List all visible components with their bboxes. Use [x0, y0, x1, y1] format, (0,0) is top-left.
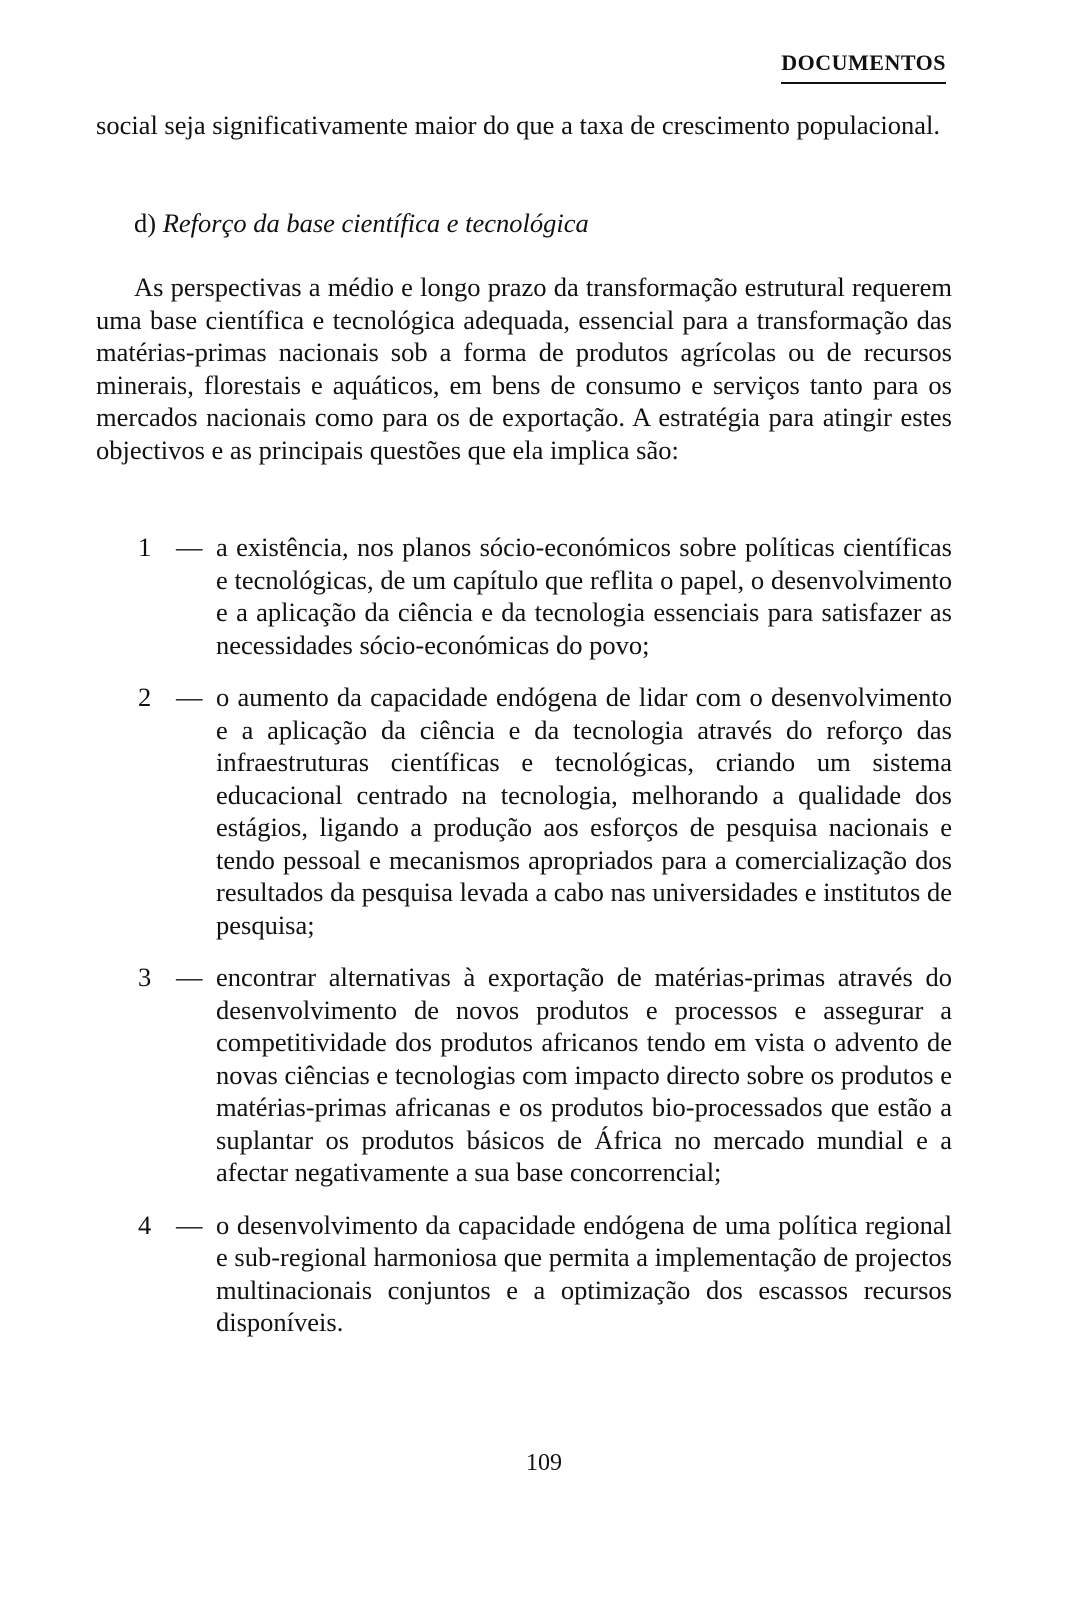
list-item-number: 4 — [138, 1209, 152, 1240]
running-head: DOCUMENTOS — [781, 50, 946, 84]
list-item-number: 2 — [138, 682, 152, 712]
list-item-text: o aumento da capacidade endógena de lidar com o desenvolvimento e a aplicação da ciência e da tecnologia através do reforço das infraestruturas científicas e tecnológicas, criando um sistema educacional centrado na tecnologia, melhorando a qualidade dos estágios, ligando a produção aos esforços de pesquisa nacionais e tendo pessoal e mecanismos apropriados para a comercialização dos resultados da pesquisa levada a cabo nas universidades e institutos de pesquisa; — [216, 682, 952, 940]
section-title: Reforço da base científica e tecnológica — [162, 208, 589, 238]
list-item-dash: — — [176, 682, 203, 712]
list-item-text: o desenvolvimento da capacidade endógena de uma política regional e sub-regional harmoniosa que permita a implementação de projectos multinacionais conjuntos e a optimização dos escassos recursos disponíveis. — [216, 1209, 952, 1337]
list-item — [96, 1209, 952, 1339]
section-heading — [134, 207, 589, 240]
list-item-number: 1 — [138, 532, 152, 562]
list-item — [96, 681, 952, 941]
list-item-text: a existência, nos planos sócio-económicos sobre políticas científicas e tecnológicas, de um capítulo que reflita o papel, o desenvolvimento e a aplicação da ciência e da tecnologia essenciais para satisfazer as necessidades sócio-económicas do povo; — [216, 532, 952, 660]
page-number: 109 — [526, 1450, 562, 1476]
continuation-paragraph: social seja significativamente maior do que a taxa de crescimento populacional. — [96, 110, 941, 140]
list-item-dash: — — [176, 532, 203, 562]
list-item-dash: — — [176, 962, 203, 992]
intro-paragraph: As perspectivas a médio e longo prazo da transformação estrutural requerem uma base científica e tecnológica adequada, essencial para a transformação das matérias-primas nacionais sob a forma de produtos agrícolas ou de recursos minerais, florestais e aquáticos, em bens de consumo e serviços tanto para os mercados nacionais como para os de exportação. A estratégia para atingir estes objectivos e as principais questões que ela implica são: — [96, 272, 952, 465]
list-item-number: 3 — [138, 962, 152, 992]
list-item-text: encontrar alternativas à exportação de matérias-primas através do desenvolvimento de novos produtos e processos e assegurar a competitividade dos produtos africanos tendo em vista o advento de novas ciências e tecnologias com impacto directo sobre os produtos e matérias-primas africanas e os produtos bio-processados que estão a suplantar os produtos básicos de África no mercado mundial e a afectar negativamente a sua base concorrencial; — [216, 962, 952, 1187]
numbered-list — [96, 531, 952, 1359]
list-item — [96, 531, 952, 661]
list-item — [96, 961, 952, 1189]
section-letter: d) — [134, 208, 157, 238]
list-item-dash: — — [176, 1209, 203, 1240]
